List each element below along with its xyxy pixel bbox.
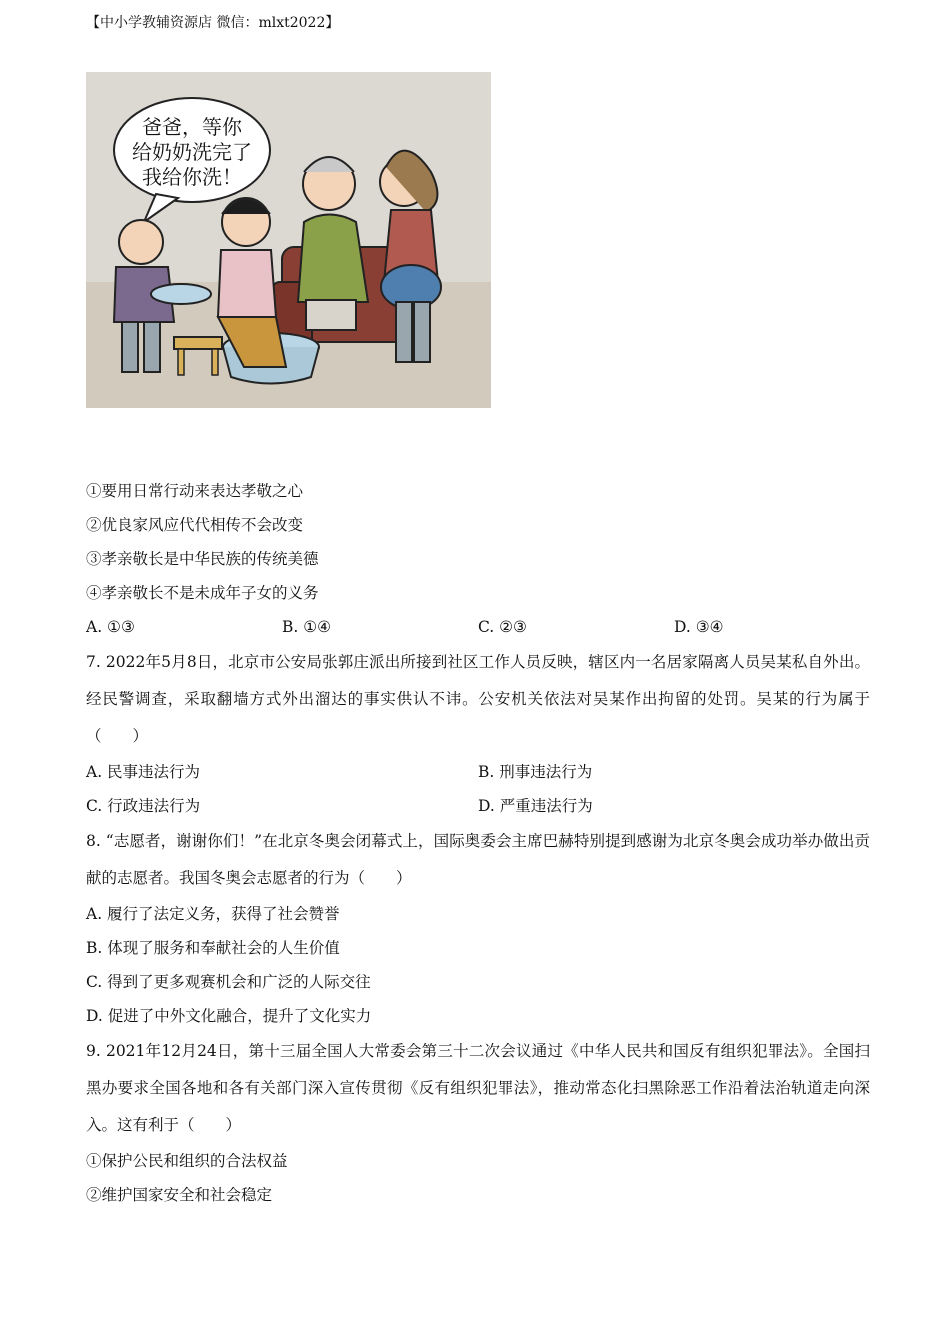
question-content — [86, 474, 870, 1212]
q7-options-row-2 — [86, 789, 870, 823]
q6-item-1: ①要用日常行动来表达孝敬之心 — [86, 482, 304, 500]
q7-option-b[interactable]: B. 刑事违法行为 — [478, 763, 593, 781]
q6-item-2: ②优良家风应代代相传不会改变 — [86, 516, 304, 534]
q8-option-b[interactable]: B. 体现了服务和奉献社会的人生价值 — [86, 939, 340, 957]
q6-option-a[interactable]: A. ①③ — [86, 618, 135, 636]
q7-option-d[interactable]: D. 严重违法行为 — [478, 797, 593, 815]
q9-item-1: ①保护公民和组织的合法权益 — [86, 1152, 288, 1170]
q7-option-c[interactable]: C. 行政违法行为 — [86, 797, 201, 815]
bubble-line-1: 爸爸，等你 — [142, 115, 242, 139]
q9-item-2: ②维护国家安全和社会稳定 — [86, 1186, 273, 1204]
q6-option-c[interactable]: C. ②③ — [478, 618, 527, 636]
bubble-line-3: 我给你洗！ — [142, 165, 242, 189]
q7-stem: 7. 2022年5月8日，北京市公安局张郭庄派出所接到社区工作人员反映，辖区内一名居家隔离人员吴某私自外出。经民警调查，采取翻墙方式外出溜达的事实供认不讳。公安机关依法对吴某作出拘留的处罚。吴某的行为属于（ ） — [86, 653, 870, 745]
q7-options-row-1 — [86, 755, 870, 789]
q6-options — [86, 610, 870, 644]
header-watermark: 【中小学教辅资源店 微信：mlxt2022】 — [86, 15, 340, 31]
cartoon-drawing — [86, 72, 491, 408]
q8-stem: 8. “志愿者，谢谢你们！”在北京冬奥会闭幕式上，国际奥委会主席巴赫特别提到感谢为北京冬奥会成功举办做出贡献的志愿者。我国冬奥会志愿者的行为（ ） — [86, 832, 870, 887]
q6-option-b[interactable]: B. ①④ — [282, 618, 332, 636]
q9-stem: 9. 2021年12月24日，第十三届全国人大常委会第三十二次会议通过《中华人民共和国反有组织犯罪法》。全国扫黑办要求全国各地和各有关部门深入宣传贯彻《反有组织犯罪法》，推动常态化扫黑除恶工作沿着法治轨道走向深入。这有利于（ ） — [86, 1042, 870, 1134]
q6-item-3: ③孝亲敬长是中华民族的传统美德 — [86, 550, 319, 568]
q8-option-a[interactable]: A. 履行了法定义务，获得了社会赞誉 — [86, 905, 340, 923]
q6-option-d[interactable]: D. ③④ — [674, 618, 724, 636]
q7-option-a[interactable]: A. 民事违法行为 — [86, 763, 201, 781]
q6-item-4: ④孝亲敬长不是未成年子女的义务 — [86, 584, 319, 602]
q8-option-d[interactable]: D. 促进了中外文化融合，提升了文化实力 — [86, 1007, 372, 1025]
cartoon-illustration — [86, 72, 491, 408]
q8-option-c[interactable]: C. 得到了更多观赛机会和广泛的人际交往 — [86, 973, 371, 991]
bubble-line-2: 给奶奶洗完了 — [132, 140, 252, 164]
